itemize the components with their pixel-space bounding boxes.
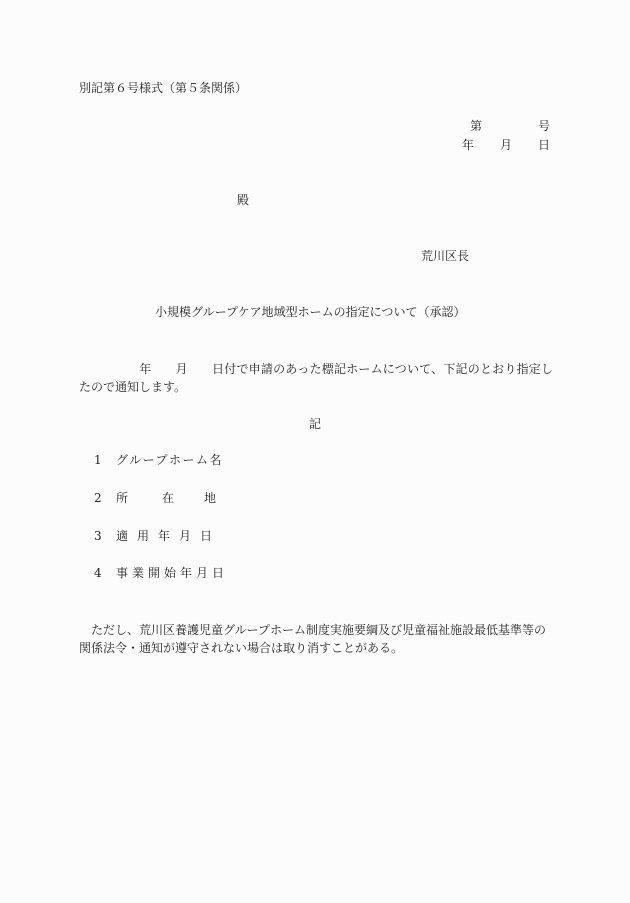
item-number: 3 <box>94 529 102 543</box>
body-month-label: 月 <box>175 362 188 376</box>
item-label-char: 事 <box>116 566 129 580</box>
form-label: 別記第６号様式（第５条関係） <box>79 81 248 95</box>
date-year-label: 年 <box>462 138 475 152</box>
date-day-label: 日 <box>538 138 551 152</box>
item-label-char: 在 <box>162 491 175 505</box>
addressee-suffix: 殿 <box>237 193 250 207</box>
item-label-char: 年 <box>180 566 193 580</box>
issuer-name: 荒川区長 <box>421 249 470 263</box>
item-number: 1 <box>94 453 102 467</box>
body-paragraph <box>79 360 553 396</box>
body-year-label: 年 <box>139 362 152 376</box>
item-label-char: 地 <box>204 491 217 505</box>
item-label-char: 月 <box>179 529 192 543</box>
item-label-char: 業 <box>132 566 145 580</box>
item-label-char: 所 <box>116 491 129 505</box>
document-title: 小規模グループケア地域型ホームの指定について（承認） <box>155 305 466 319</box>
item-label-char: 始 <box>164 566 177 580</box>
item-label-char: 日 <box>200 529 213 543</box>
ki-heading: 記 <box>309 417 322 431</box>
item-label-char: 年 <box>158 529 171 543</box>
item-number: 2 <box>94 491 102 505</box>
item-label <box>116 490 216 507</box>
item-label: グループホーム名 <box>116 453 224 467</box>
number-suffix: 号 <box>538 119 551 133</box>
proviso-paragraph: ただし、荒川区養護児童グループホーム制度実施要綱及び児童福祉施設最低基準等の関係法令・通知が遵守されない場合は取り消すことがある。 <box>79 623 547 655</box>
item-label-char: 月 <box>196 566 209 580</box>
item-label <box>116 528 221 545</box>
body-text: 日付で申請のあった標記ホームについて、下記のとおり指定したので通知します。 <box>79 362 553 394</box>
item-label-char: 開 <box>148 566 161 580</box>
item-label <box>116 565 228 582</box>
item-label-char: 日 <box>212 566 225 580</box>
number-prefix: 第 <box>470 119 483 133</box>
item-label-char: 適 <box>116 529 129 543</box>
item-number: 4 <box>94 566 102 580</box>
item-label-char: 用 <box>137 529 150 543</box>
date-month-label: 月 <box>500 138 513 152</box>
